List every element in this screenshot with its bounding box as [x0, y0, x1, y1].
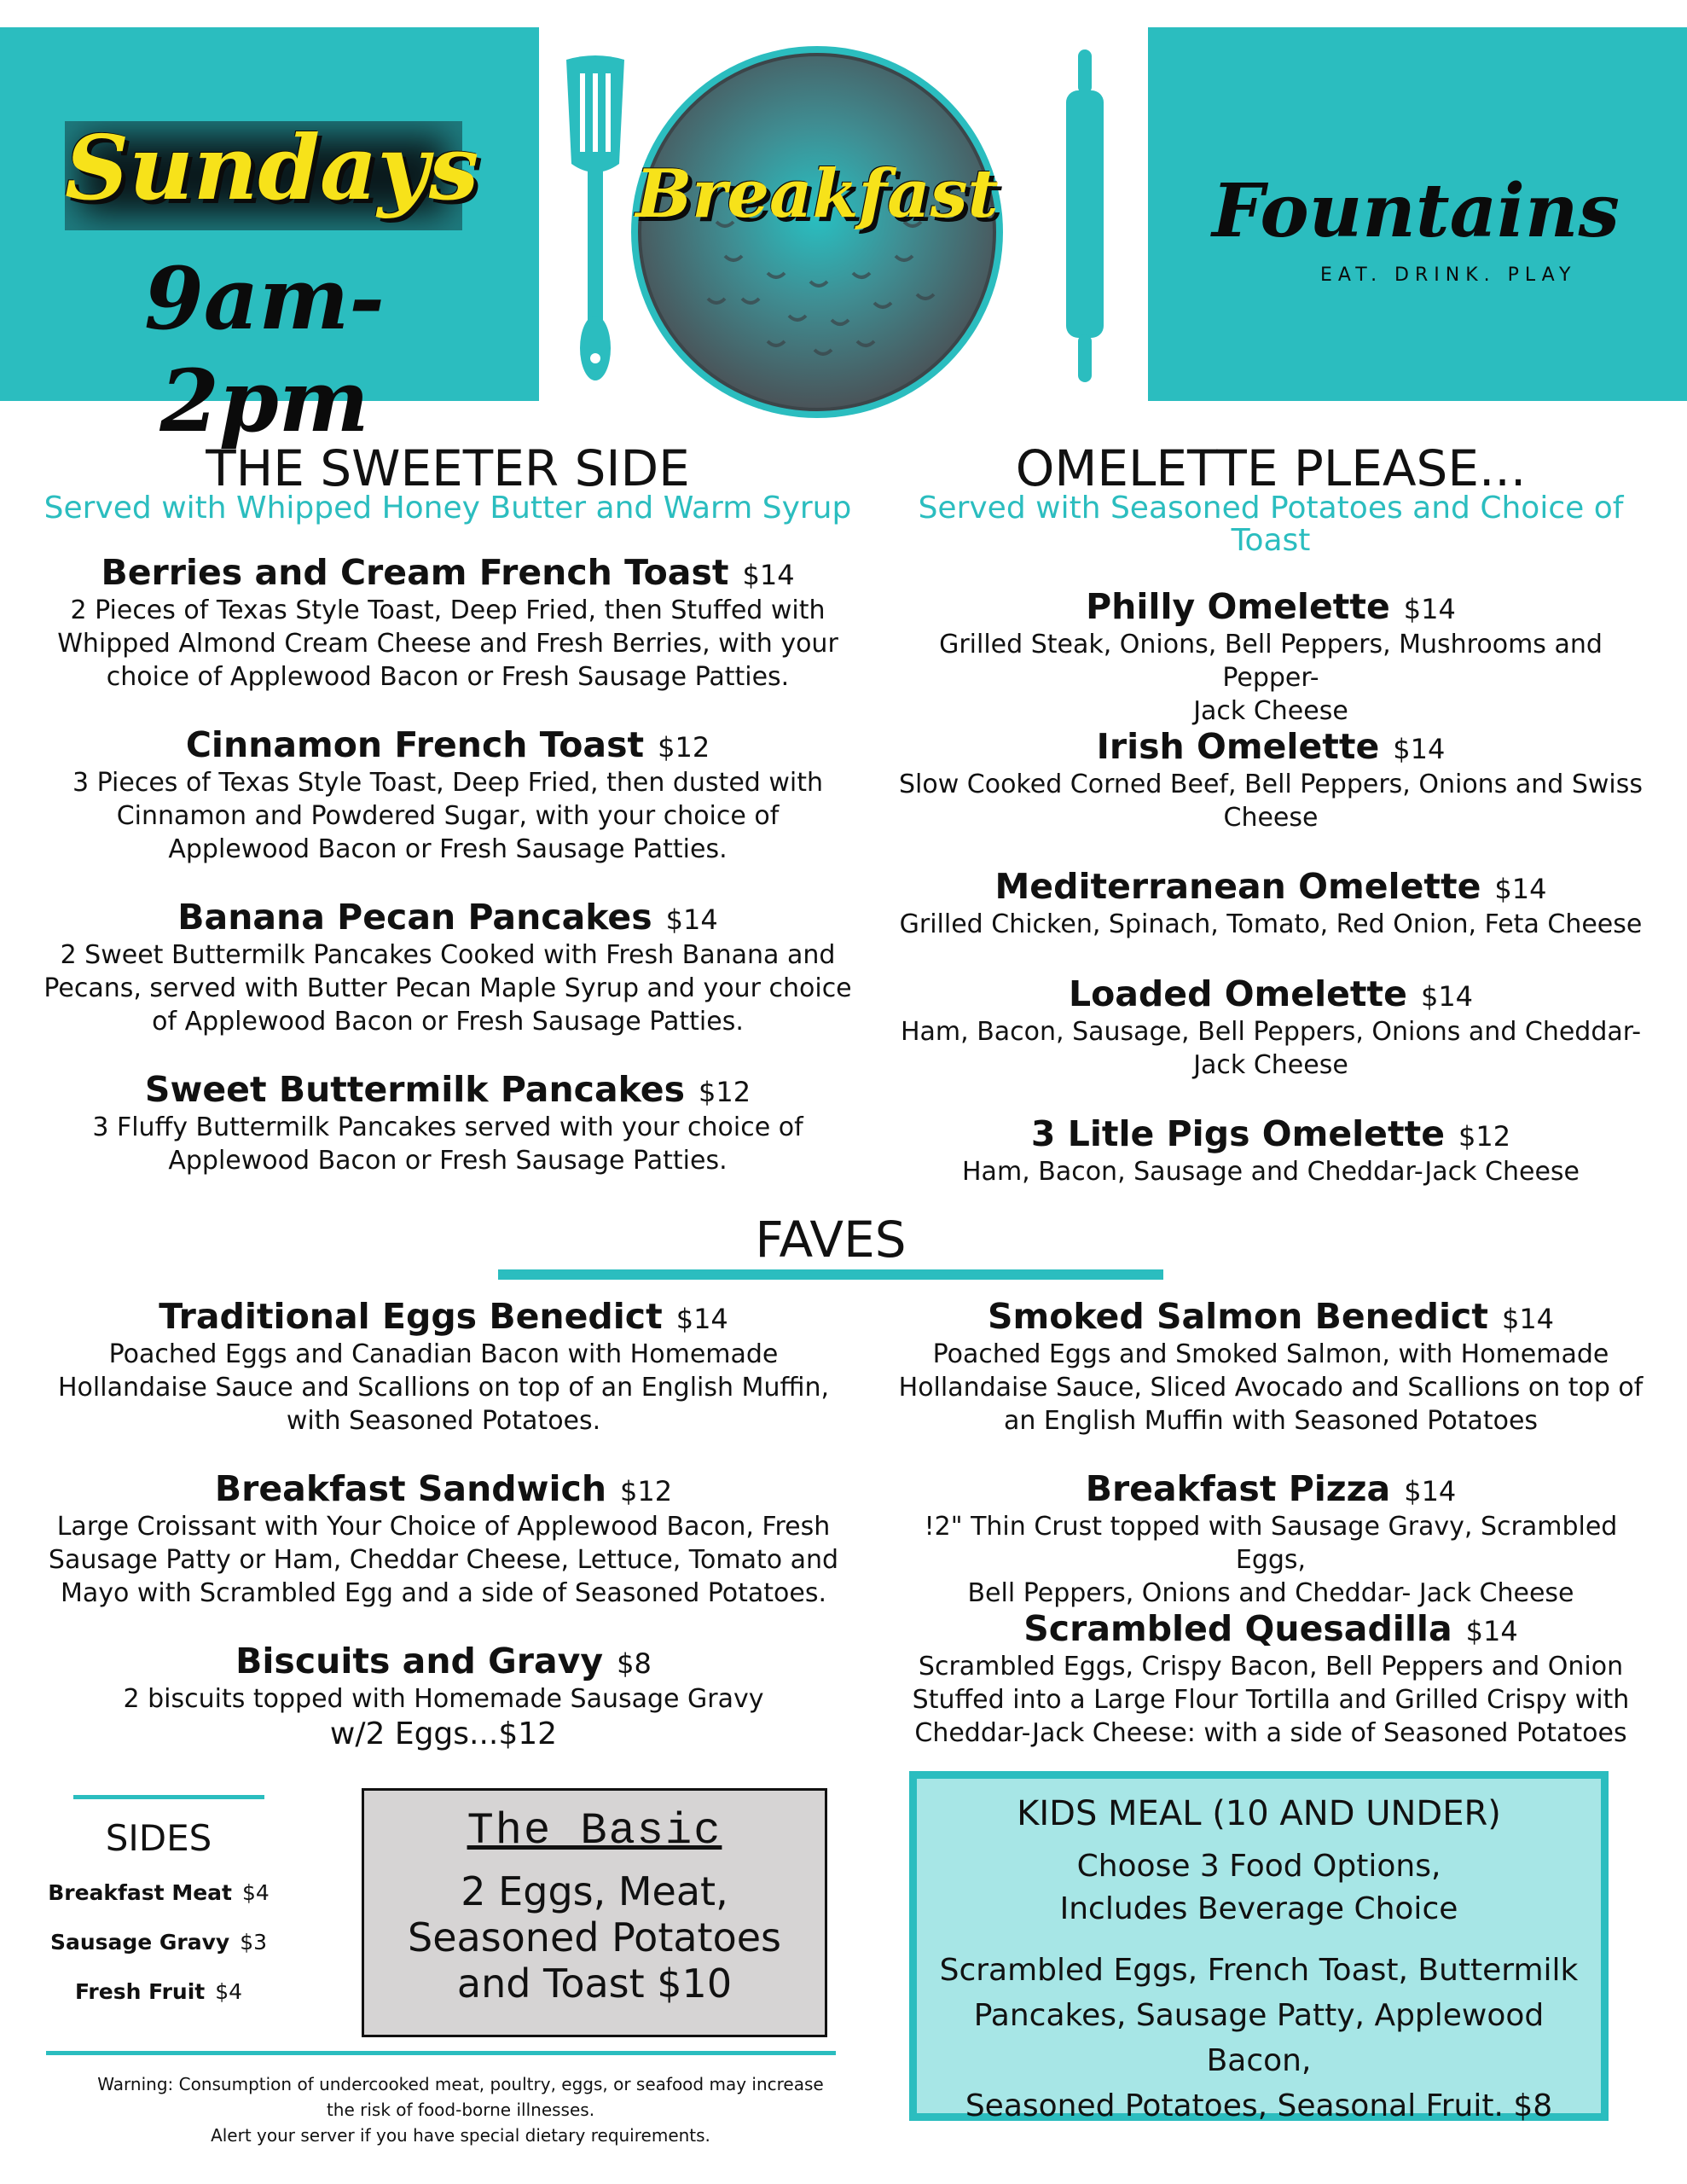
menu-item: Scrambled Quesadilla $14 Scrambled Eggs, Crispy Bacon, Bell Peppers and Onion Stuffed into a Large Flour Tortilla and Grilled Crispy with Cheddar-Jack Cheese: with a side of Seasoned Potatoes	[912, 1608, 1630, 1748]
menu-item: Sweet Buttermilk Pancakes $12 3 Fluffy Buttermilk Pancakes served with your choice of Applewood Bacon or Fresh Sausage Patties.	[92, 1069, 803, 1176]
menu-item: Banana Pecan Pancakes $14 2 Sweet Buttermilk Pancakes Cooked with Fresh Banana and Pecans, served with Butter Pecan Maple Syrup and your choice of Applewood Bacon or Fresh Sausage Patties.	[43, 897, 852, 1037]
omelette-subtitle-2: Toast	[1231, 523, 1311, 558]
kids-meal-line: Choose 3 Food Options,	[1076, 1849, 1441, 1884]
fountains-logo: Fountains	[1212, 168, 1620, 254]
omelette-subtitle-1: Served with Seasoned Potatoes and Choice of	[918, 491, 1624, 526]
hours-label: 9am-2pm	[144, 248, 385, 451]
menu-item: Berries and Cream French Toast $14 2 Pieces of Texas Style Toast, Deep Fried, then Stuffed with Whipped Almond Cream Cheese and Fresh Berries, with your choice of Applewood Bacon or Fresh Sausage Patties.	[57, 552, 838, 692]
menu-item: Smoked Salmon Benedict $14 Poached Eggs and Smoked Salmon, with Homemade Hollandaise Sauce, Sliced Avocado and Scallions on top of an English Muffin with Seasoned Potatoes	[898, 1296, 1644, 1436]
sides-title: SIDES	[105, 1817, 212, 1859]
menu-item: Traditional Eggs Benedict $14 Poached Eggs and Canadian Bacon with Homemade Hollandaise Sauce and Scallions on top of an English Muffin, with Seasoned Potatoes.	[57, 1296, 830, 1436]
the-basic-title: The Basic	[467, 1806, 722, 1856]
kids-meal-foods: Scrambled Eggs, French Toast, Buttermilk Pancakes, Sausage Patty, Applewood Bacon, Seasoned Potatoes, Seasonal Fruit. $8	[939, 1953, 1579, 2123]
breakfast-title: Breakfast	[635, 155, 999, 233]
rolling-pin-icon	[1059, 49, 1110, 382]
menu-item: Irish Omelette $14 Slow Cooked Corned Beef, Bell Peppers, Onions and Swiss Cheese	[898, 726, 1644, 833]
menu-item: Breakfast Sandwich $12 Large Croissant with Your Choice of Applewood Bacon, Fresh Sausage Patty or Ham, Cheddar Cheese, Lettuce, Tomato and Mayo with Scrambled Egg and a side of Seasoned Potatoes.	[48, 1468, 839, 1608]
menu-item: Biscuits and Gravy $8 2 biscuits topped with Homemade Sausage Gravy w/2 Eggs...$12	[123, 1641, 764, 1751]
sweeter-side-title: THE SWEETER SIDE	[206, 439, 690, 497]
kids-meal-line: Includes Beverage Choice	[1059, 1891, 1458, 1926]
menu-item: Mediterranean Omelette $14 Grilled Chicken, Spinach, Tomato, Red Onion, Feta Cheese	[899, 866, 1643, 939]
menu-item: Loaded Omelette $14 Ham, Bacon, Sausage, Bell Peppers, Onions and Cheddar- Jack Cheese	[900, 973, 1642, 1080]
food-safety-warning: Warning: Consumption of undercooked meat, poultry, eggs, or seafood may increase the risk of food-borne illnesses. Alert your server if you have special dietary requirements.	[97, 2074, 824, 2146]
kids-meal-box	[909, 1771, 1609, 2121]
side-item: Sausage Gravy $3	[49, 1930, 268, 1955]
faves-divider	[498, 1269, 1163, 1280]
menu-item: Cinnamon French Toast $12 3 Pieces of Texas Style Toast, Deep Fried, then dusted with Cinnamon and Powdered Sugar, with your choice of Applewood Bacon or Fresh Sausage Patties.	[72, 724, 824, 864]
side-item: Breakfast Meat $4	[48, 1880, 270, 1905]
sweeter-side-subtitle: Served with Whipped Honey Butter and Warm Syrup	[43, 491, 852, 526]
sides-top-rule	[73, 1795, 264, 1799]
side-item: Fresh Fruit $4	[74, 1979, 243, 2004]
faves-title: FAVES	[755, 1211, 907, 1269]
omelette-title: OMELETTE PLEASE...	[1015, 439, 1527, 497]
menu-item: 3 Litle Pigs Omelette $12 Ham, Bacon, Sausage and Cheddar-Jack Cheese	[962, 1113, 1580, 1187]
menu-item: Philly Omelette $14 Grilled Steak, Onions, Bell Peppers, Mushrooms and Pepper- Jack Cheese	[939, 586, 1603, 726]
day-label: Sundays	[65, 115, 479, 220]
the-basic-box	[362, 1788, 827, 2037]
kids-meal-title: KIDS MEAL (10 AND UNDER)	[1017, 1794, 1501, 1833]
fountains-tagline: EAT. DRINK. PLAY	[1320, 264, 1577, 286]
warning-top-rule	[46, 2051, 836, 2055]
menu-item: Breakfast Pizza $14 !2" Thin Crust topped with Sausage Gravy, Scrambled Eggs, Bell Peppers, Onions and Cheddar- Jack Cheese	[924, 1468, 1618, 1608]
the-basic-description: 2 Eggs, Meat, Seasoned Potatoes and Toast $10	[408, 1868, 781, 2007]
